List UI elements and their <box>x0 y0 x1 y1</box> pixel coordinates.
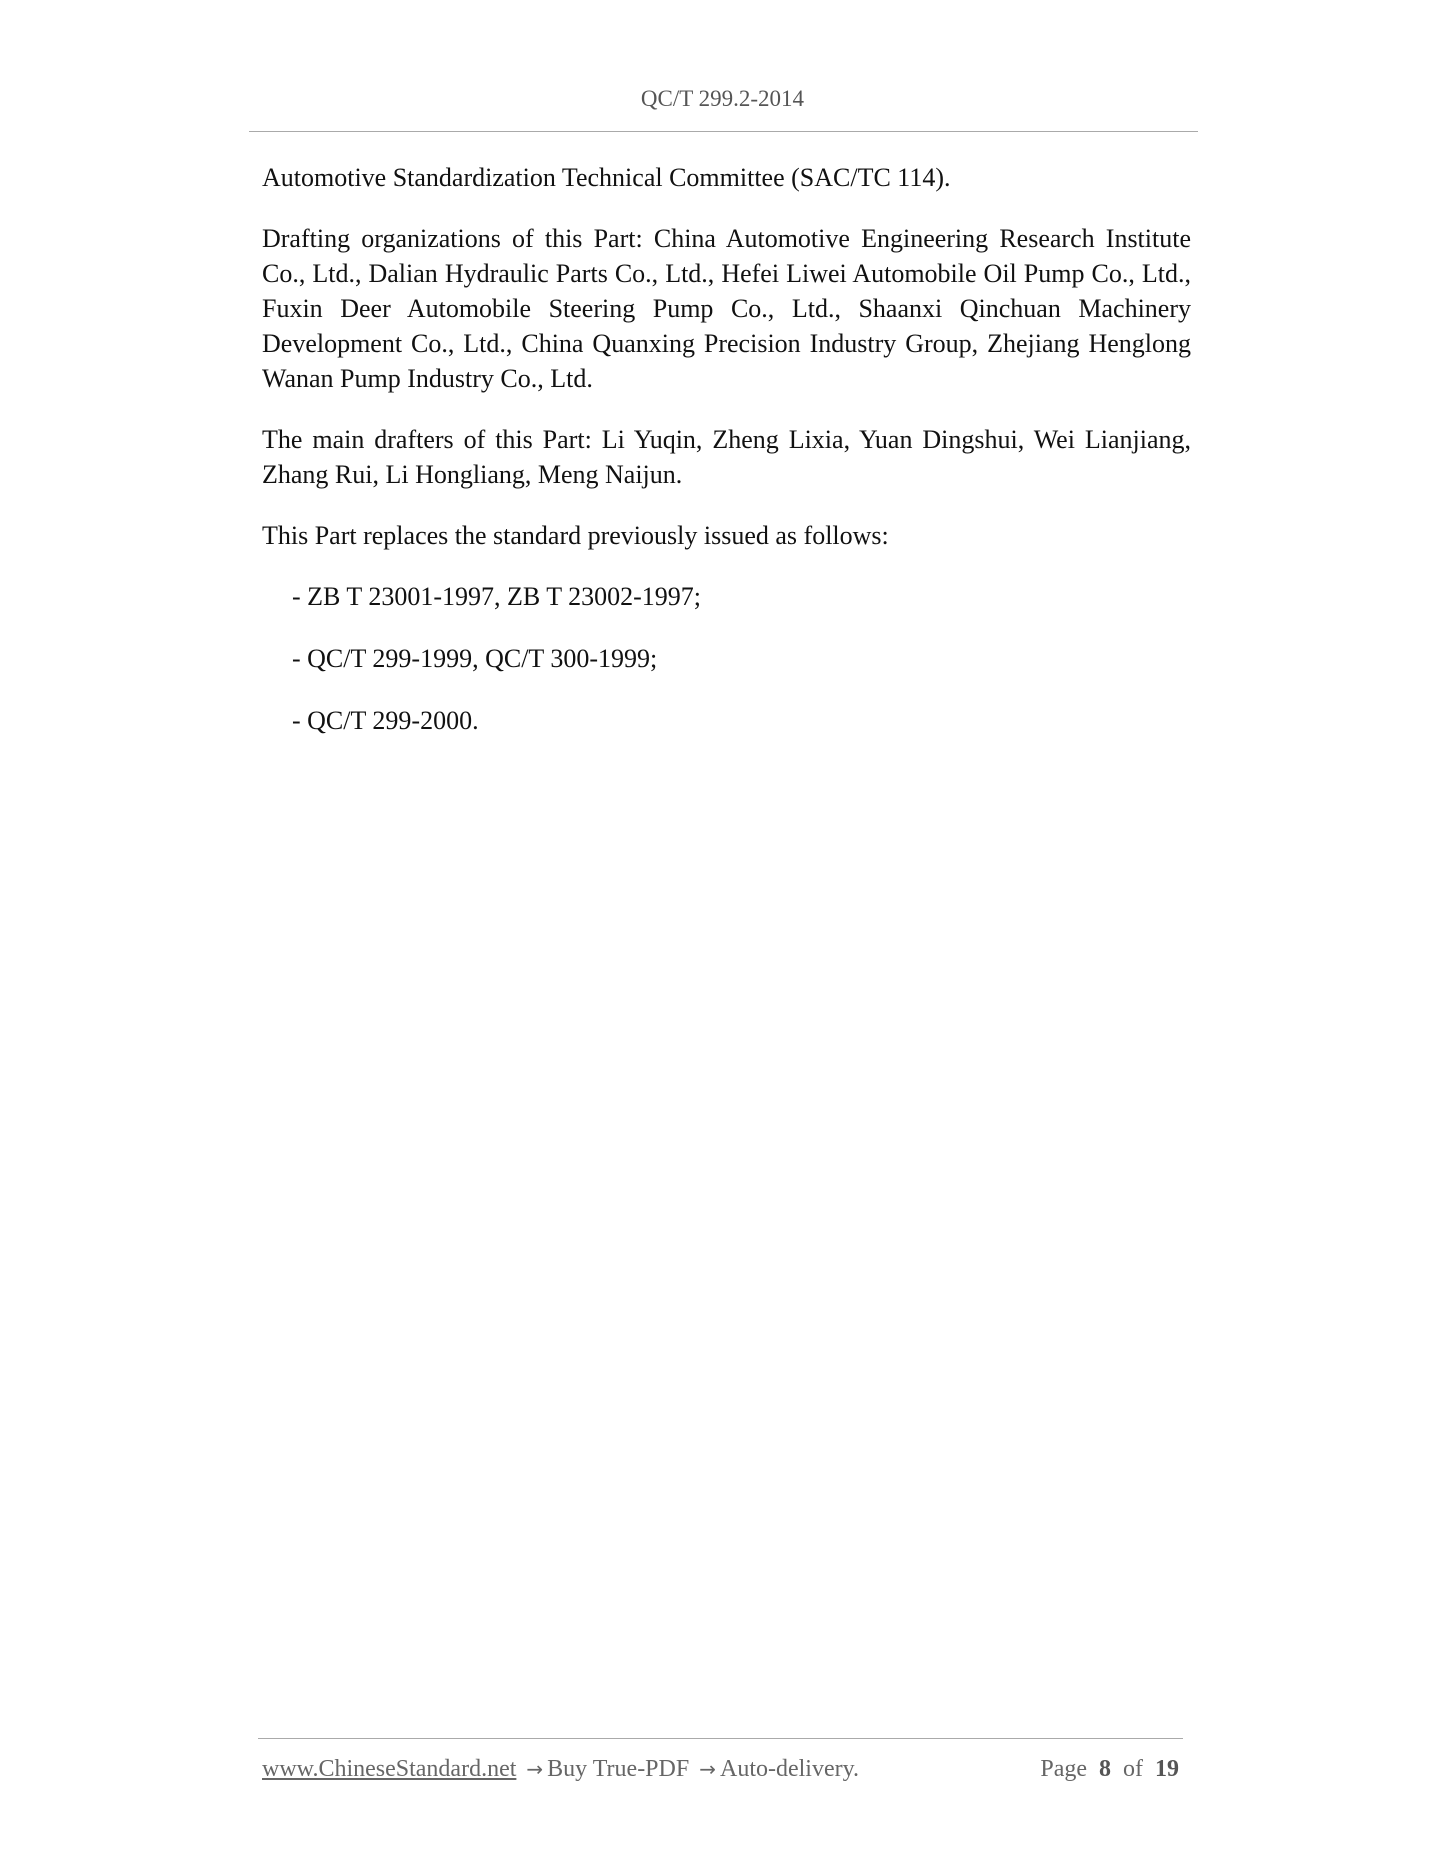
footer-promo <box>262 1756 859 1783</box>
right-arrow-icon: → <box>699 1757 716 1781</box>
list-item: - QC/T 299-1999, QC/T 300-1999; <box>292 644 658 673</box>
paragraph-replaces-intro: This Part replaces the standard previously issued as follows: <box>262 521 889 550</box>
page-footer <box>262 1756 1179 1783</box>
page-indicator <box>1040 1756 1179 1783</box>
paragraph-main-drafters: The main drafters of this Part: Li Yuqin, Zheng Lixia, Yuan Dingshui, Wei Lianjiang, Zhang Rui, Li Hongliang, Meng Naijun. <box>262 425 1191 489</box>
replaced-standards-list <box>262 579 1191 738</box>
paragraph-committee: Automotive Standardization Technical Committee (SAC/TC 114). <box>262 163 951 192</box>
page-number: 8 <box>1099 1756 1111 1782</box>
document-body <box>262 160 1191 765</box>
of-label: of <box>1123 1756 1143 1782</box>
page-label: Page <box>1040 1756 1087 1782</box>
list-item: - ZB T 23001-1997, ZB T 23002-1997; <box>292 582 702 611</box>
website-link[interactable]: www.ChineseStandard.net <box>262 1756 517 1782</box>
paragraph-drafting-organizations: Drafting organizations of this Part: China Automotive Engineering Research Institute Co., Ltd., Dalian Hydraulic Parts Co., Ltd., Hefei Liwei Automobile Oil Pump Co., Ltd., Fuxin Deer Automobile Steering Pump Co., Ltd., Shaanxi Qinchuan Machinery Development Co., Ltd., China Quanxing Precision Industry Group, Zhejiang Henglong Wanan Pump Industry Co., Ltd. <box>262 224 1191 393</box>
list-item: - QC/T 299-2000. <box>292 706 479 735</box>
header-divider <box>249 131 1198 132</box>
document-header-title: QC/T 299.2-2014 <box>640 86 805 111</box>
buy-text: Buy True-PDF <box>547 1756 690 1782</box>
footer-divider <box>258 1738 1183 1739</box>
right-arrow-icon: → <box>526 1757 544 1781</box>
page-total: 19 <box>1155 1756 1179 1782</box>
delivery-text: Auto-delivery. <box>719 1756 860 1782</box>
